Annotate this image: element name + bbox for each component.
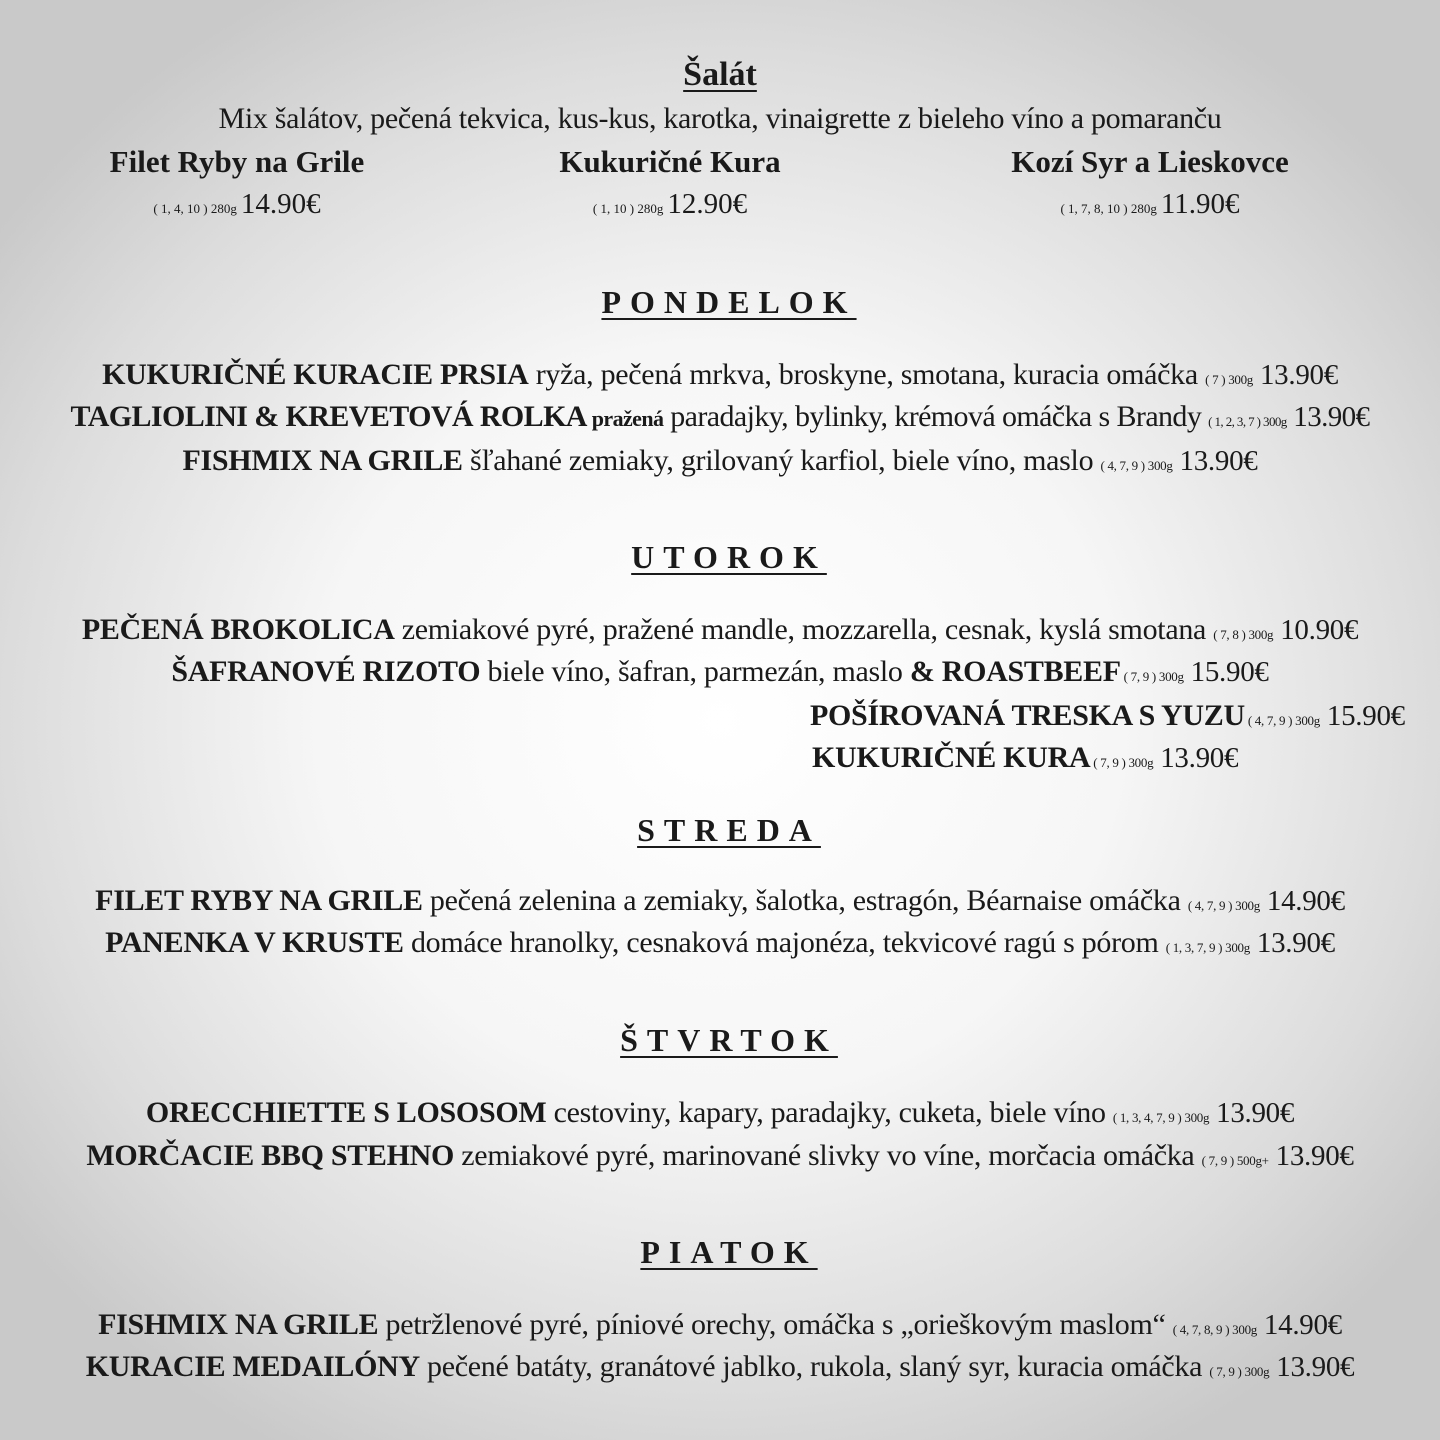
price: 12.90€ bbox=[667, 188, 748, 220]
item-name: POŠÍROVANÁ TRESKA S YUZU bbox=[810, 699, 1245, 732]
allergens: ( 4, 7, 8, 9 ) 300g bbox=[1172, 1322, 1257, 1337]
item-name: PEČENÁ BROKOLICA bbox=[81, 613, 395, 646]
price: 13.90€ bbox=[1172, 445, 1258, 477]
item-name: KURACIE MEDAILÓNY bbox=[85, 1350, 420, 1383]
item-extra: pražená bbox=[586, 406, 664, 431]
price: 10.90€ bbox=[1273, 614, 1359, 646]
item-name: MORČACIE BBQ STEHNO bbox=[86, 1139, 455, 1172]
item-name: TAGLIOLINI & KREVETOVÁ ROLKA bbox=[70, 400, 587, 433]
day-heading-pondelok: PONDELOK bbox=[601, 284, 857, 320]
salat-option-name: Kozí Syr a Lieskovce bbox=[1011, 144, 1289, 179]
salat-title: Šalát bbox=[683, 56, 757, 93]
allergens: ( 1, 7, 8, 10 ) 280g bbox=[1060, 201, 1157, 216]
item-name: PANENKA V KRUSTE bbox=[105, 926, 404, 959]
allergens: ( 1, 4, 10 ) 280g bbox=[153, 201, 237, 216]
price: 11.90€ bbox=[1160, 188, 1240, 220]
menu-item bbox=[0, 1141, 1440, 1171]
allergens: ( 7, 9 ) 500g+ bbox=[1201, 1153, 1269, 1168]
salat-description: Mix šalátov, pečená tekvica, kus-kus, karotka, vinaigrette z bieleho víno a pomaranču bbox=[218, 102, 1222, 135]
menu-item bbox=[0, 360, 1440, 390]
salat-option-price-line bbox=[940, 190, 1360, 219]
price: 13.90€ bbox=[1269, 1351, 1355, 1383]
day-heading-streda: STREDA bbox=[637, 812, 821, 848]
price: 13.90€ bbox=[1253, 359, 1338, 391]
allergens: ( 4, 7, 9 ) 300g bbox=[1187, 898, 1260, 913]
menu-item bbox=[0, 1098, 1440, 1128]
price: 13.90€ bbox=[1286, 401, 1370, 433]
menu-item bbox=[0, 886, 1440, 916]
salat-option-price-line bbox=[27, 190, 447, 219]
item-description: zemiakové pyré, marinované slivky vo víne, morčacia omáčka bbox=[454, 1139, 1202, 1172]
menu-item bbox=[0, 446, 1440, 476]
menu-item bbox=[0, 402, 1440, 432]
allergens: ( 7, 9 ) 300g bbox=[1209, 1364, 1270, 1379]
price: 13.90€ bbox=[1209, 1097, 1295, 1129]
menu-item bbox=[0, 1310, 1440, 1340]
menu-item bbox=[0, 928, 1440, 958]
item-extra: & ROASTBEEF bbox=[909, 655, 1121, 688]
allergens: ( 1, 3, 4, 7, 9 ) 300g bbox=[1112, 1110, 1210, 1125]
salat-option-name: Filet Ryby na Grile bbox=[109, 144, 365, 179]
item-name: ŠAFRANOVÉ RIZOTO bbox=[171, 655, 481, 688]
item-name: ORECCHIETTE S LOSOSOM bbox=[145, 1096, 547, 1129]
price: 14.90€ bbox=[240, 188, 321, 220]
allergens: ( 7, 9 ) 300g bbox=[1120, 669, 1184, 684]
allergens: ( 1, 10 ) 280g bbox=[592, 201, 664, 216]
item-description: domáce hranolky, cesnaková majonéza, tekvicové ragú s pórom bbox=[403, 926, 1166, 959]
salat-option-price-line bbox=[460, 190, 880, 219]
item-name: KUKURIČNÉ KURA bbox=[812, 741, 1091, 774]
salat-option bbox=[940, 146, 1360, 219]
price: 13.90€ bbox=[1249, 927, 1335, 959]
allergens: ( 7, 8 ) 300g bbox=[1213, 627, 1274, 642]
allergens: ( 7 ) 300g bbox=[1205, 372, 1254, 387]
price: 15.90€ bbox=[1183, 656, 1269, 688]
item-name: FILET RYBY NA GRILE bbox=[95, 884, 423, 917]
menu-item bbox=[0, 1352, 1440, 1382]
menu-item bbox=[0, 657, 1440, 687]
price: 15.90€ bbox=[1319, 700, 1405, 732]
salat-option bbox=[460, 146, 880, 219]
item-description: pečená zelenina a zemiaky, šalotka, estragón, Béarnaise omáčka bbox=[422, 884, 1188, 917]
allergens: ( 4, 7, 9 ) 300g bbox=[1100, 458, 1173, 473]
item-name: FISHMIX NA GRILE bbox=[98, 1308, 379, 1341]
allergens: ( 7, 9 ) 300g bbox=[1090, 755, 1154, 770]
price: 14.90€ bbox=[1256, 1309, 1342, 1341]
salat-option bbox=[27, 146, 447, 219]
allergens: ( 1, 2, 3, 7 ) 300g bbox=[1208, 414, 1287, 429]
item-name: FISHMIX NA GRILE bbox=[182, 444, 463, 477]
item-name: KUKURIČNÉ KURACIE PRSIA bbox=[102, 358, 529, 391]
price: 13.90€ bbox=[1268, 1140, 1354, 1172]
item-description: biele víno, šafran, parmezán, maslo bbox=[480, 655, 910, 688]
menu-item bbox=[812, 743, 1238, 773]
menu-item bbox=[810, 701, 1405, 731]
price: 13.90€ bbox=[1153, 742, 1239, 774]
item-description: paradajky, bylinky, krémová omáčka s Brandy bbox=[663, 400, 1209, 433]
day-heading-piatok: PIATOK bbox=[640, 1234, 818, 1270]
item-description: zemiakové pyré, pražené mandle, mozzarella, cesnak, kyslá smotana bbox=[394, 613, 1214, 646]
item-description: ryža, pečená mrkva, broskyne, smotana, kuracia omáčka bbox=[528, 358, 1206, 391]
item-description: pečené batáty, granátové jablko, rukola, slaný syr, kuracia omáčka bbox=[419, 1350, 1210, 1383]
item-description: šľahané zemiaky, grilovaný karfiol, biele víno, maslo bbox=[462, 444, 1101, 477]
price: 14.90€ bbox=[1259, 885, 1345, 917]
allergens: ( 4, 7, 9 ) 300g bbox=[1244, 713, 1320, 728]
item-description: petržlenové pyré, píniové orechy, omáčka s „orieškovým maslom“ bbox=[378, 1308, 1173, 1341]
day-heading-stvrtok: ŠTVRTOK bbox=[620, 1022, 838, 1058]
item-description: cestoviny, kapary, paradajky, cuketa, biele víno bbox=[546, 1096, 1113, 1129]
day-heading-utorok: UTOROK bbox=[631, 539, 827, 575]
salat-option-name: Kukuričné Kura bbox=[559, 144, 781, 179]
menu-item bbox=[0, 615, 1440, 645]
allergens: ( 1, 3, 7, 9 ) 300g bbox=[1165, 940, 1250, 955]
